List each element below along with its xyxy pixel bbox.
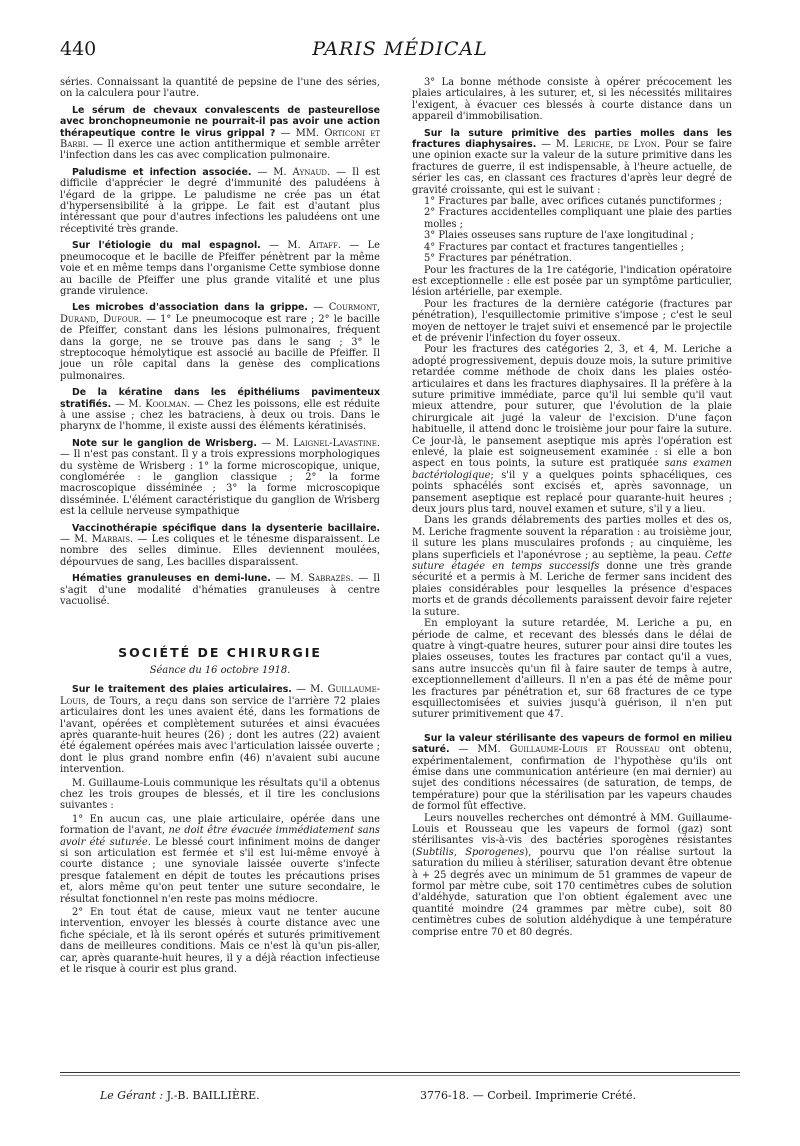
list-item: 3° Plaies osseuses sans rupture de l'axe longitudinal ; — [424, 230, 694, 242]
abstract-formol — [412, 733, 732, 813]
page-number: 440 — [60, 38, 97, 60]
paragraph: Pour les fractures de la dernière catégorie (fractures par pénétration), l'esquillectomie primitive s'impose ; c'est le seul moyen de nettoyer le trajet suivi et ensemencé par le projectile et de prévenir l'infection du foyer osseux. — [412, 298, 732, 344]
emphasis: Cette suture étagée en temps successifs — [412, 549, 732, 573]
abstract-text: — 1° Le pneumocoque est rare ; 2° le bacille de Pfeiffer, constant dans les lésions pulmonaires, fréquent dans la gorge, ne se trouve pas dans le sang ; 3° le streptocoque hémolytique est associé au bacille de Pfeiffer. Il joue un rôle capital dans la genèse des complications pulmonaires. — [60, 313, 380, 382]
gerant-line — [100, 1089, 260, 1102]
abstract-text: ont obtenu, expérimentalement, confirmation de l'hypothèse qu'ils ont émise dans une communication antérieure (en mai dernier) au sujet des conditions nécessaires (de saturation, de temps, de température) pour que la stérilisation par les vapeurs chaudes de formol fût effective. — [412, 744, 733, 813]
paragraph: Dans les grands délabrements des parties molles et des os, M. Leriche fragmente souvent la réparation : au troisième jour, il suture les plans musculaires profonds ; au cinquième, les plans superficiels et l'aponévrose ; au septième, la peau. Cette suture étagée en temps successifs donne une très grande sécurité et a permis à M. Leriche de fermer sans incident des plaies considérables pour lesquelles la présence d'espaces morts et de grands décollements paraissent devoir faire rejeter la suture. — [412, 515, 732, 618]
abstract-paludisme — [60, 167, 380, 235]
abstract-authors: — M. Koolman. — [114, 398, 191, 410]
emphasis: Subtilis, Sporogenes — [415, 846, 525, 858]
abstract-text: — Il exerce une action antithermique et semble arrêter l'infection dans les cas avec complication pulmonaire. — [60, 139, 380, 162]
abstract-keratine — [60, 387, 380, 433]
abstract-authors: — M. Aitaff. — [269, 240, 342, 252]
abstract-authors: — M. Leriche, de Lyon. — [541, 139, 660, 151]
abstract-title: Sur la suture primitive des parties molles dans les fractures diaphysaires. — [412, 127, 732, 151]
abstract-authors: — Courmont, Durand, Dufour. — [60, 302, 380, 325]
paragraph: Leurs nouvelles recherches ont démontré à MM. Guillaume-Louis et Rousseau que les vapeurs de formol (gaz) sont stérilisantes vis-à-vis des bactéries sporogènes résistantes (Subtilis, Sporogenes), pourvu que l'on réalise surtout la saturation du milieu à stériliser, saturation devant être obtenue à + 25 degrés avec un minimum de 51 grammes de vapeur de formol par mètre cube, soit 170 centimètres cubes de solution d'aldéhyde, saturation que l'on obtient également avec une quantité moindre (24 grammes par mètre cube), soit 80 centimètres cubes de solution aldéhydique à une température comprise entre 70 et 80 degrés. — [412, 812, 732, 938]
paragraph: M. Guillaume-Louis communique les résultats qu'il a obtenus chez les trois groupes de blessés, et il tire les conclusions suivantes : — [60, 777, 380, 812]
abstract-title: Sur l'étiologie du mal espagnol. — [72, 240, 261, 252]
abstract-authors: — M. Aynaud. — [257, 166, 331, 178]
footer-rule — [60, 1072, 740, 1073]
abstract-vaccinotherapie — [60, 523, 380, 569]
emphasis: sans examen bactériologique — [412, 458, 732, 481]
paragraph: Pour les fractures des catégories 2, 3, et 4, M. Leriche a adopté progressivement, depuis douze mois, la suture primitive retardée comme méthode de choix dans les plaies ostéo-articulaires et dans les fractures diaphysaires. Il la préfère à la suture primitive immédiate, parce qu'il lui semble qu'il vaut mieux attendre, pour suturer, que l'évolution de la plaie chirurgicale ait jugé la valeur de l'excision. D'une façon habituelle, il attend donc le troisième jour pour faire la suture. Ce jour-là, le pansement aseptique mis après l'opération est enlevé, la plaie est soigneusement examinée : si elle a bon aspect en tous points, la suture est pratiquée sans examen bactériologique; s'il y a quelques points sphacéliques, ces points sphacélés sont excisés et, après savonnage, un pansement aseptique est replacé pour quarante-huit heures ; deux jours plus tard, nouvel examen et suture, s'il y a lieu. — [412, 344, 732, 516]
abstract-title: Les microbes d'association dans la grippe. — [72, 302, 308, 314]
abstract-authors: — M. Sabrazès. — [275, 573, 354, 585]
list-item: 2° Fractures accidentelles compliquant une plaie des parties molles ; — [424, 207, 732, 230]
emphasis: ne doit être évacuée immédiatement sans avoir été suturée. — [60, 825, 381, 848]
abstract-text: — Le pneumocoque et le bacille de Pfeiffer pénètrent par la même voie et en même temps dans l'organisme Cette symbiose donne au bacille de Pfeiffer une plus grande vitalité et une plus grande virulence. — [60, 240, 381, 297]
left-column — [60, 77, 380, 975]
abstract-title: Le sérum de chevaux convalescents de pasteurellose avec bronchopneumonie ne pourrait-il pas avoir une action thérapeutique contre le virus grippal ? — [60, 104, 380, 139]
abstract-text: — Il n'est pas constant. Il y a trois expressions morphologiques du système de Wrisberg : 1° la forme microscopique, unique, conglomérée : le ganglion classique ; 2° la forme macroscopique disséminée ; 3° la forme microscopique disséminée. L'élément caractéristique du ganglion de Wrisberg est la cellule nerveuse sympathique — [60, 449, 380, 518]
abstract-title: Paludisme et infection associée. — [72, 166, 252, 178]
abstract-text: — Chez les poissons, elle est réduite à une assise ; chez les batraciens, à deux ou trois. Dans le pharynx de l'homme, il existe aussi des éléments kératinisés. — [60, 398, 381, 433]
abstract-microbes-association — [60, 302, 380, 382]
abstract-authors: — M. Laignel-Lavastine. — [261, 437, 380, 449]
abstract-authors: — M. Marbais. — [60, 534, 134, 546]
abstract-text: — Les coliques et le ténesme disparaissent. Le nombre des selles diminue. Elles deviennent moulées, dépourvues de sang, Les bacilles disparaissent. — [60, 534, 380, 568]
paragraph: Pour les fractures de la 1re catégorie, l'indication opératoire est exceptionnelle : elle est posée par un symptôme particulier, lésion artérielle, par exemple. — [412, 264, 732, 299]
abstract-title: Hématies granuleuses en demi-lune. — [72, 573, 271, 585]
abstract-title: Sur le traitement des plaies articulaires. — [72, 684, 292, 696]
section-title: SOCIÉTÉ DE CHIRURGIE — [118, 645, 322, 661]
abstract-title: De la kératine dans les épithéliums pavimenteux stratifiés. — [60, 387, 380, 410]
running-title: PARIS MÉDICAL — [312, 38, 488, 60]
abstract-text: — Il s'agit d'une modalité d'hématies granuleuses à centre vacuolisé. — [60, 573, 381, 608]
abstract-title: Sur la valeur stérilisante des vapeurs de formol en milieu saturé. — [412, 732, 732, 756]
fracture-list — [412, 196, 732, 264]
list-item: 5° Fractures par pénétration. — [424, 253, 573, 265]
abstract-text: — Il est difficile d'apprécier le degré d'immunité des paludéens à l'égard de la grippe. Le paludisme ne crée pas un état d'hypersensibilité à la grippe. Le fait est d'autant plus intéressant que pour d'autres infections les paludéens ont une réceptivité très grande. — [60, 166, 380, 235]
paragraph: 1° En aucun cas, une plaie articulaire, opérée dans une formation de l'avant, ne doit être évacuée immédiatement sans avoir été suturée. Le blessé court infiniment moins de danger si son articulation est fermée et s'il est lui-même envoyé à courte distance ; une synoviale laissée ouverte s'infecte presque fatalement en dépit de toutes les précautions prises et, alors même qu'on peut tenter une suture secondaire, le résultat fonctionnel n'en reste pas moins médiocre. — [60, 813, 381, 905]
paragraph: 3° La bonne méthode consiste à opérer précocement les plaies articulaires, à les suturer, et, si les nécessités militaires l'exigent, à évacuer ces blessés à courte distance dans un appareil d'immobilisation. — [412, 77, 732, 123]
gerant-label: Le Gérant : — [100, 1089, 164, 1102]
paragraph: En employant la suture retardée, M. Leriche a pu, en période de calme, et recevant des blessés dans le délai de quatre à vingt-quatre heures, suturer pour ainsi dire toutes les plaies osseuses, toutes les fractures par contact qu'il a vues, sans autre insuccès qu'un fil à faire sauter de temps à autre, exceptionnellement d'ailleurs. Il n'en a pas été de même pour les fractures par pénétration et, sur 68 fractures de ce type esquillectomisées et suivies jusqu'à guérison, il n'en put suturer primitivement que 47. — [412, 618, 732, 721]
footer-rule — [60, 1075, 740, 1076]
abstract-wrisberg — [60, 438, 380, 518]
abstract-authors: — MM. Guillaume-Louis et Rousseau — [458, 744, 660, 756]
abstract-serum-grippal — [60, 105, 380, 162]
section-date: Séance du 16 octobre 1918. — [149, 664, 291, 676]
paragraph: 2° En tout état de cause, mieux vaut ne tenter aucune intervention, envoyer les blessés à courte distance avec une fiche spéciale, et là ils seront opérés et suturés primitivement dans de meilleures conditions. Mais ce n'est là qu'un pis-aller, car, après quarante-huit heures, il y a déjà réaction infectieuse et le risque à courir est plus grand. — [60, 907, 380, 976]
abstract-authors: — M. Guillaume-Louis, — [60, 684, 381, 707]
abstract-mal-espagnol — [60, 240, 380, 297]
paragraph: séries. Connaissant la quantité de pepsine de l'une des séries, on la calculera pour l'autre. — [60, 77, 380, 100]
abstract-text: de Tours, a reçu dans son service de l'arrière 72 plaies articulaires dont les unes avaient été, dans les formations de l'avant, opérées et complètement suturées et ainsi évacuées après quarante-huit heures (26) ; dont les autres (22) avaient été également opérées mais avec l'articulation laissée ouverte ; dont le plus grand nombre enfin (46) n'avaient subi aucune intervention. — [60, 695, 381, 776]
list-item: 1° Fractures par balle, avec orifices cutanés punctiformes ; — [424, 196, 723, 208]
abstract-authors: — MM. Orticoni et Barbi. — [60, 127, 380, 151]
abstract-text: Pour se faire une opinion exacte sur la valeur de la suture primitive dans les fractures de guerre, il est indispensable, à l'heure actuelle, de sérier les cas, en classant ces fractures d'après leur degré de gravité croissante, qui est le suivant : — [412, 139, 733, 196]
abstract-title: Note sur le ganglion de Wrisberg. — [72, 437, 257, 449]
abstract-plaies-articulaires — [60, 684, 380, 775]
abstract-title: Vaccinothérapie spécifique dans la dysenterie bacillaire. — [72, 522, 380, 534]
right-column — [412, 77, 732, 938]
abstract-hematies — [60, 573, 380, 607]
printer-imprint: 3776-18. — Corbeil. Imprimerie Crété. — [420, 1089, 637, 1102]
gerant-name: J.-B. BAILLIÈRE. — [166, 1089, 260, 1102]
list-item: 4° Fractures par contact et fractures tangentielles ; — [424, 241, 685, 253]
abstract-suture-primitive — [412, 128, 732, 196]
page-header — [60, 38, 740, 68]
